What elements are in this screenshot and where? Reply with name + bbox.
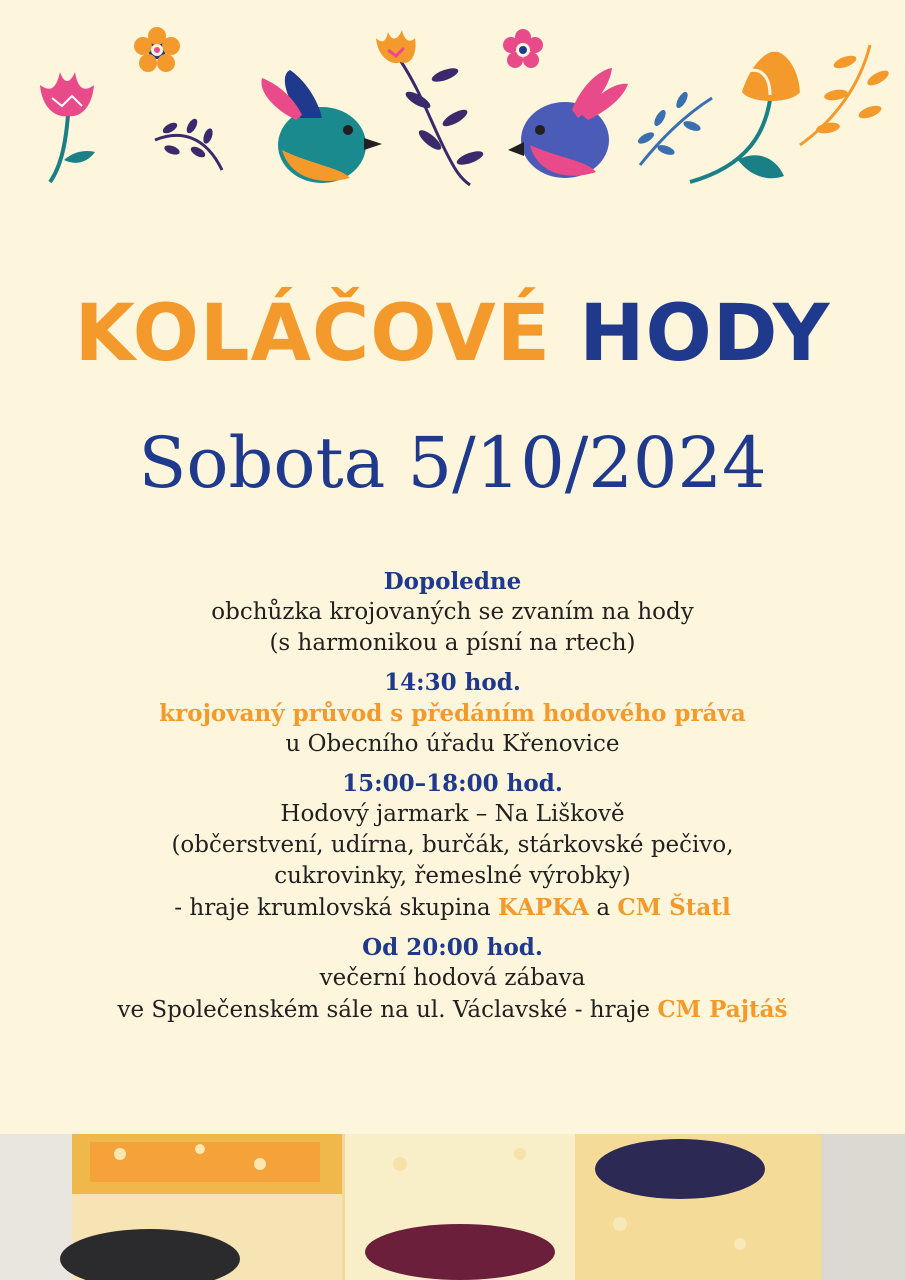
procession-highlight: krojovaný průvod s předáním hodového práva — [159, 700, 746, 727]
orange-branch-icon — [800, 45, 891, 145]
evening-time: Od 20:00 hod. — [362, 934, 543, 961]
morning-line-1: obchůzka krojovaných se zvaním na hody — [211, 599, 694, 625]
poster-title-part1: KOLÁČOVÉ — [74, 289, 552, 379]
procession-line-1: u Obecního úřadu Křenovice — [285, 731, 620, 757]
teal-bird-icon — [261, 70, 382, 183]
evening-line-1: večerní hodová zábava — [319, 965, 586, 991]
poster-title-part2: HODY — [579, 289, 831, 379]
blue-bird-icon — [508, 68, 628, 178]
folk-decoration-banner — [0, 0, 905, 200]
fair-conjunction: a — [596, 895, 611, 921]
orange-flower-stem-icon — [690, 52, 800, 182]
program-procession — [0, 667, 905, 760]
blue-sprig-icon — [636, 90, 712, 165]
orange-flower-icon — [134, 27, 180, 72]
procession-time: 14:30 hod. — [384, 669, 521, 696]
event-date: Sobota 5/10/2024 — [138, 422, 767, 504]
fair-line-4 — [0, 892, 905, 924]
fair-band-1: KAPKA — [497, 894, 590, 921]
fair-line-3: cukrovinky, řemeslné výrobky) — [274, 863, 631, 889]
program-morning — [0, 566, 905, 659]
fair-band-2: CM Štatl — [617, 894, 731, 921]
pink-tulip-icon — [40, 72, 95, 182]
program-schedule — [0, 566, 905, 1034]
pink-flower-icon — [503, 29, 543, 68]
evening-line-2-prefix: ve Společenském sále na ul. Václavské - hraje — [117, 997, 651, 1023]
fair-line-4-prefix: - hraje krumlovská skupina — [174, 895, 491, 921]
pastry-photo — [0, 1134, 905, 1280]
poster-title — [0, 289, 905, 379]
program-fair — [0, 768, 905, 924]
fair-line-2: (občerstvení, udírna, burčák, stárkovské pečivo, — [171, 832, 734, 858]
evening-band: CM Pajtáš — [657, 996, 788, 1023]
evening-line-2 — [0, 994, 905, 1026]
purple-sprig-icon — [155, 117, 222, 170]
red-tulip-vine-icon — [376, 30, 485, 185]
program-evening — [0, 932, 905, 1026]
fair-time: 15:00–18:00 hod. — [342, 770, 563, 797]
morning-line-2: (s harmonikou a písní na rtech) — [269, 630, 636, 656]
morning-time: Dopoledne — [383, 568, 522, 595]
fair-line-1: Hodový jarmark – Na Liškově — [280, 801, 625, 827]
